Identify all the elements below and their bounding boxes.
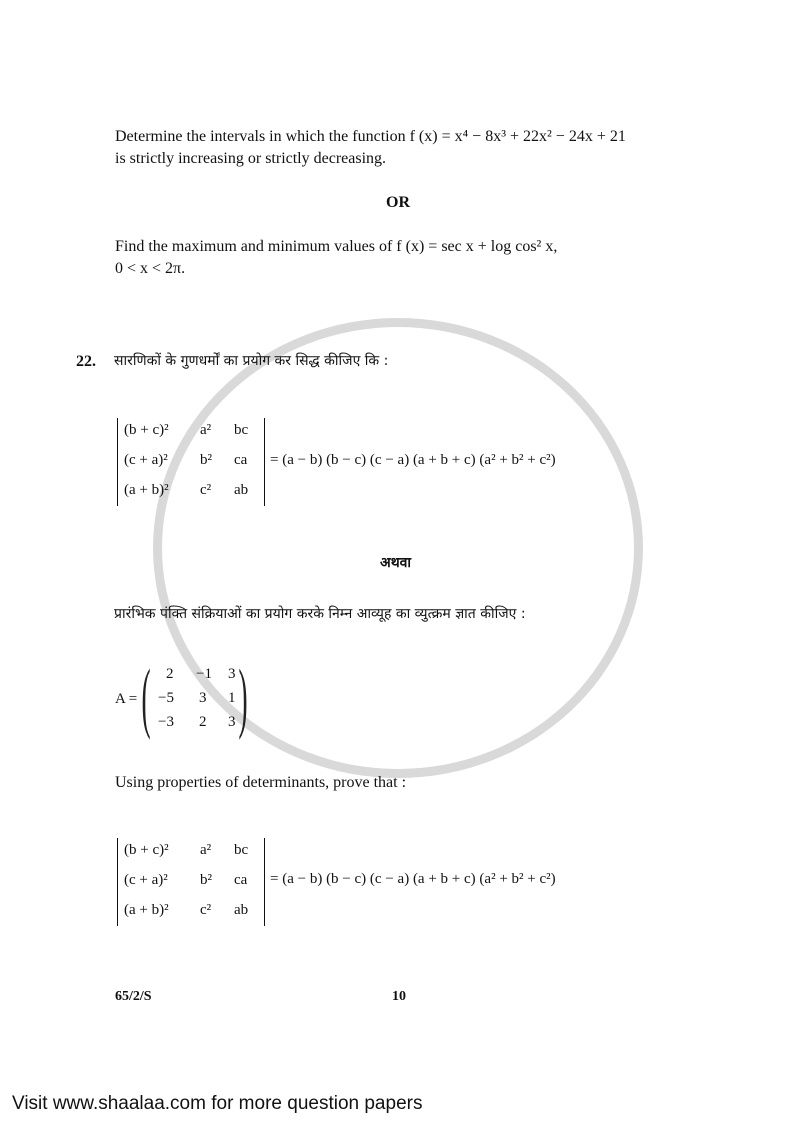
det-cell: a² xyxy=(200,842,212,858)
q22-hindi-prompt: सारणिकों के गुणधर्मों का प्रयोग कर सिद्ध कीजिए कि : xyxy=(114,353,389,369)
q21-alt-line2: 0 < x < 2π. xyxy=(115,260,186,277)
determinant-rhs-2: = (a − b) (b − c) (c − a) (a + b + c) (a² + b² + c²) xyxy=(270,871,556,887)
matrix-cell: 2 xyxy=(199,714,207,730)
matrix-A xyxy=(148,666,248,746)
or-separator: OR xyxy=(386,194,410,211)
determinant-rhs: = (a − b) (b − c) (c − a) (a + b + c) (a² + b² + c²) xyxy=(270,452,556,468)
det-cell: b² xyxy=(200,452,212,468)
det-cell: (b + c)² xyxy=(124,842,169,858)
det-cell: a² xyxy=(200,422,212,438)
determinant-1 xyxy=(117,418,265,506)
q21-alt-line1: Find the maximum and minimum values of f (x) = sec x + log cos² x, xyxy=(115,238,558,255)
det-cell: bc xyxy=(234,842,249,858)
matrix-cell: 3 xyxy=(228,714,236,730)
det-cell: c² xyxy=(200,482,212,498)
det-cell: c² xyxy=(200,902,212,918)
matrix-cell: −5 xyxy=(158,690,174,706)
matrix-cell: −1 xyxy=(196,666,212,682)
paper-code: 65/2/S xyxy=(115,989,152,1004)
matrix-cell: 2 xyxy=(166,666,174,682)
hindi-or-separator: अथवा xyxy=(380,555,412,571)
det-cell: (c + a)² xyxy=(124,872,168,888)
det-cell: ab xyxy=(234,482,249,498)
det-cell: ab xyxy=(234,902,249,918)
matrix-cell: −3 xyxy=(158,714,174,730)
matrix-cell: 3 xyxy=(199,690,207,706)
q21-line1: Determine the intervals in which the function f (x) = x⁴ − 8x³ + 22x² − 24x + 21 xyxy=(115,128,626,145)
matrix-cell: 3 xyxy=(228,666,236,682)
det-cell: (c + a)² xyxy=(124,452,168,468)
determinant-2 xyxy=(117,838,265,926)
question-number: 22. xyxy=(76,353,96,370)
matrix-label: A = xyxy=(115,691,138,707)
q21-line2: is strictly increasing or strictly decreasing. xyxy=(115,150,387,167)
page-number: 10 xyxy=(392,989,406,1004)
det-cell: (a + b)² xyxy=(124,902,169,918)
shaalaa-banner-link[interactable]: Visit www.shaalaa.com for more question papers xyxy=(12,1093,423,1114)
q22-english-prompt: Using properties of determinants, prove that : xyxy=(115,774,407,791)
q22-hindi-alt: प्रारंभिक पंक्ति संक्रियाओं का प्रयोग करके निम्न आव्यूह का व्युत्क्रम ज्ञात कीजिए : xyxy=(114,606,526,622)
det-cell: ca xyxy=(234,872,248,888)
det-cell: bc xyxy=(234,422,249,438)
det-cell: (a + b)² xyxy=(124,482,169,498)
right-paren-icon: ) xyxy=(238,653,248,740)
left-paren-icon: ( xyxy=(141,653,151,740)
matrix-cell: 1 xyxy=(228,690,236,706)
det-cell: (b + c)² xyxy=(124,422,169,438)
det-cell: b² xyxy=(200,872,212,888)
det-cell: ca xyxy=(234,452,248,468)
